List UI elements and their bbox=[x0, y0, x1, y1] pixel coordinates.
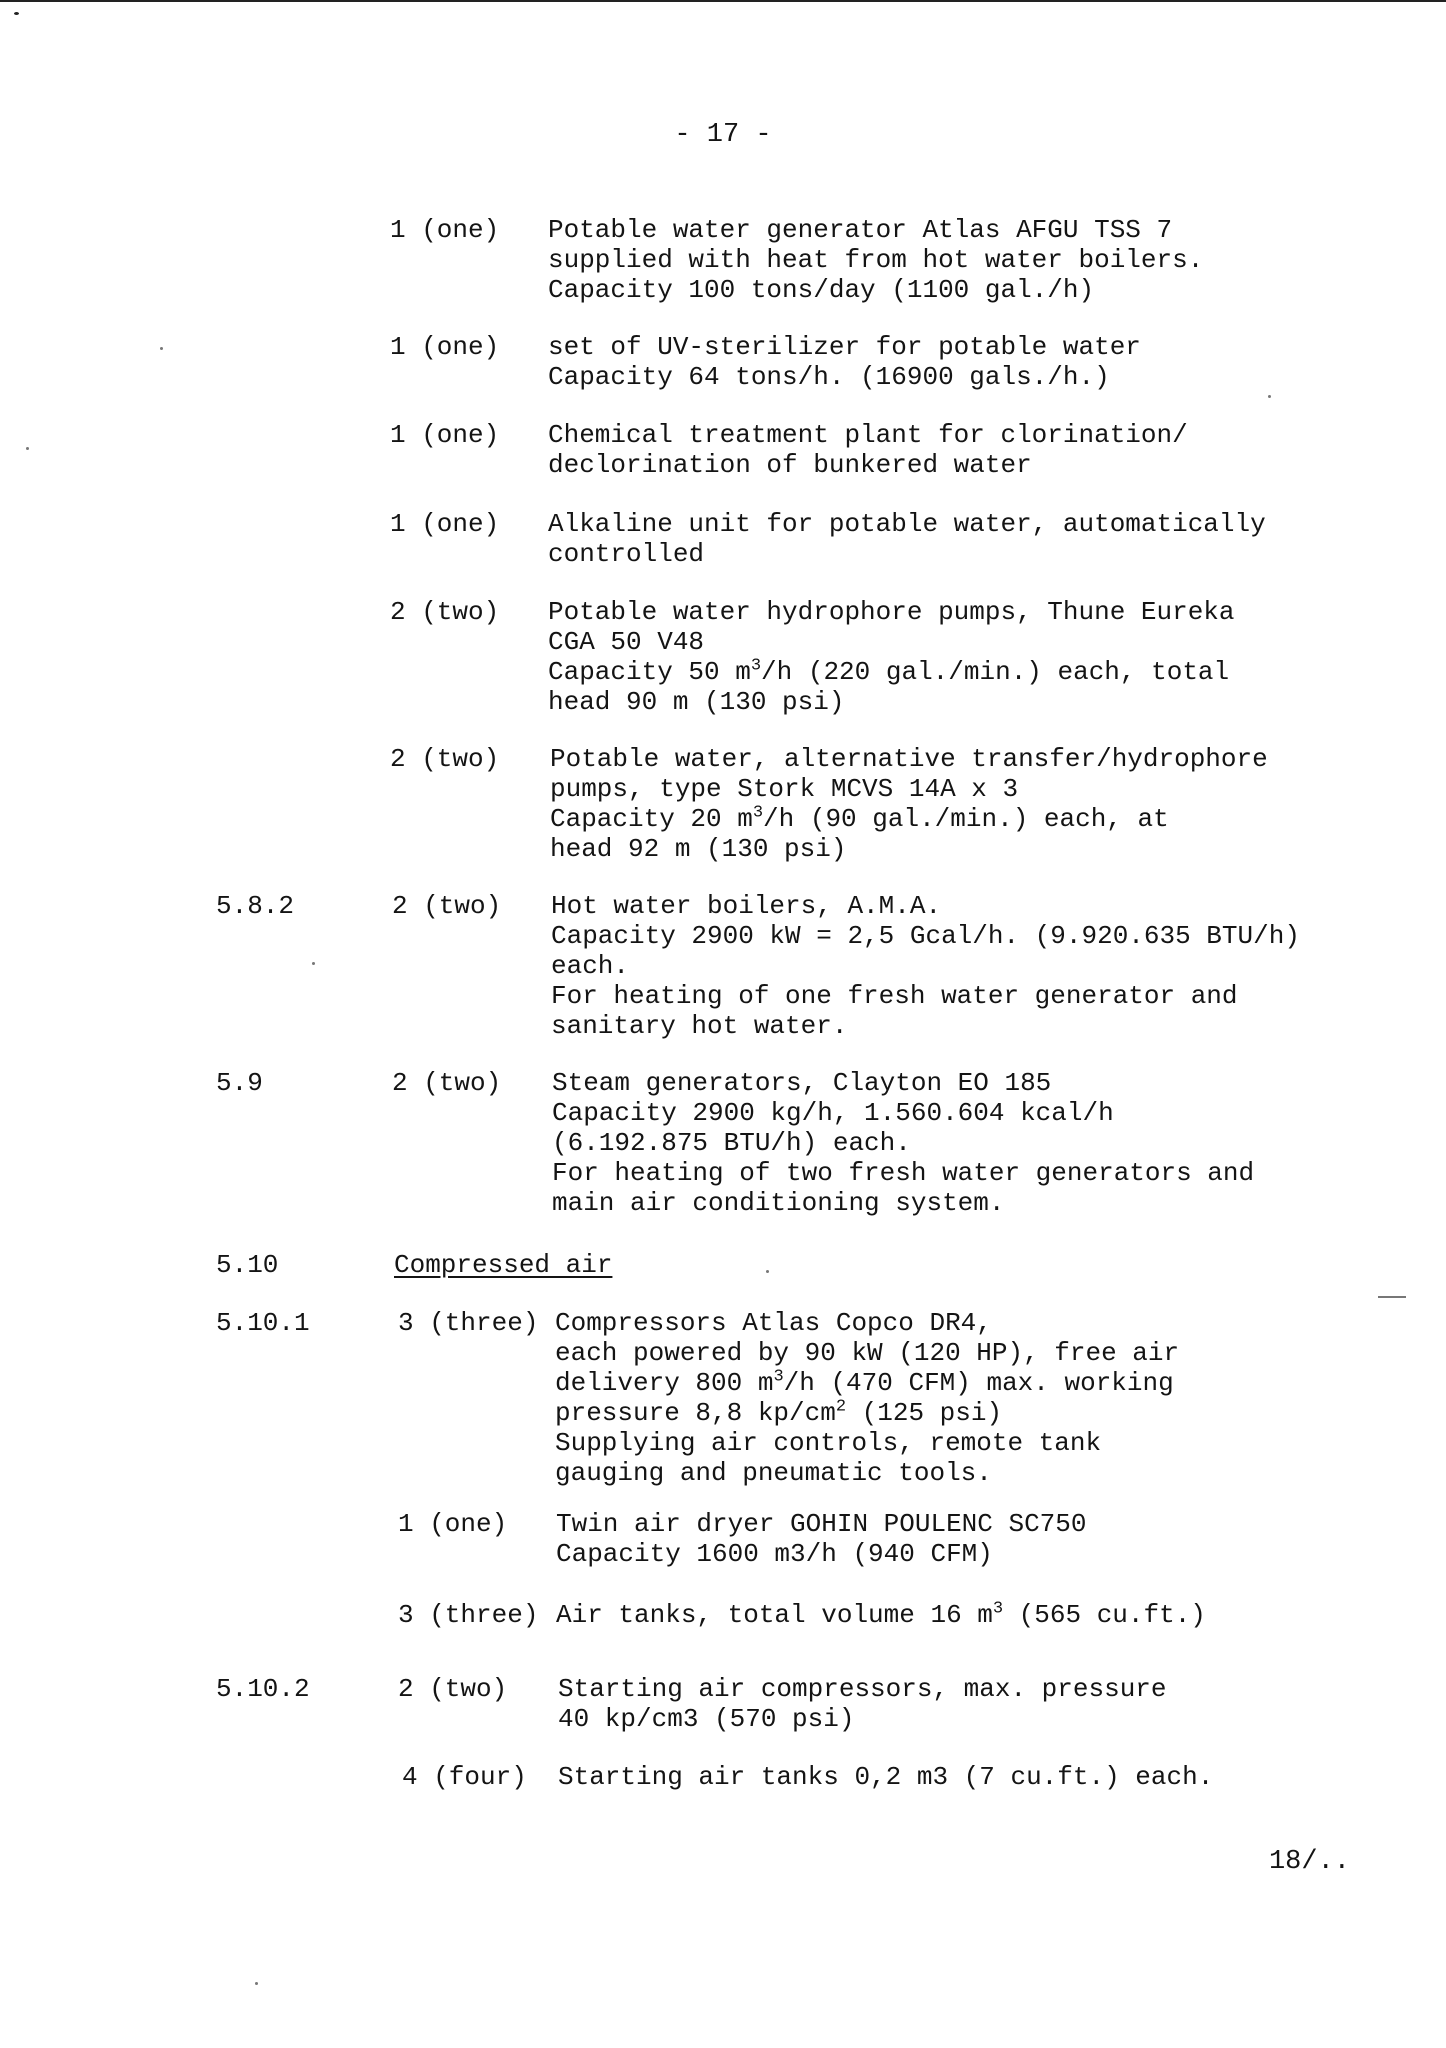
item-description bbox=[548, 509, 1266, 569]
description-line: Capacity 2900 kg/h, 1.560.604 kcal/h bbox=[552, 1098, 1114, 1128]
continuation-marker: 18/.. bbox=[1268, 1847, 1350, 1877]
section-number: 5.10.2 bbox=[216, 1674, 310, 1704]
description-line: main air conditioning system. bbox=[552, 1188, 1005, 1218]
description-line: controlled bbox=[548, 539, 705, 569]
item-description bbox=[552, 1068, 1254, 1218]
description-line: Air tanks, total volume 16 $m^3$ (565 cu.ft.) bbox=[556, 1599, 1206, 1630]
description-line: Compressors Atlas Copco DR4, bbox=[555, 1308, 992, 1338]
description-line: each. bbox=[551, 951, 630, 981]
description-line: Starting air tanks 0,2 m3 (7 cu.ft.) each. bbox=[558, 1762, 1214, 1792]
page-number: - 17 - bbox=[674, 120, 772, 150]
description-line: head 92 m (130 psi) bbox=[550, 834, 847, 864]
description-line: Capacity 2900 kW = 2,5 Gcal/h. (9.920.635 BTU/h) bbox=[551, 921, 1300, 951]
scan-speck bbox=[1268, 395, 1271, 398]
section-number: 5.9 bbox=[216, 1068, 263, 1098]
description-line: CGA 50 V48 bbox=[548, 627, 705, 657]
section-number: 5.10 bbox=[216, 1250, 279, 1280]
description-line: (6.192.875 BTU/h) each. bbox=[552, 1128, 911, 1158]
item-quantity: 1 (one) bbox=[390, 215, 500, 245]
description-line: Capacity 64 tons/h. (16900 gals./h.) bbox=[548, 362, 1110, 392]
description-line: sanitary hot water. bbox=[551, 1011, 848, 1041]
description-line: Alkaline unit for potable water, automatically bbox=[548, 509, 1266, 539]
item-description bbox=[551, 891, 1300, 1041]
item-description bbox=[550, 744, 1268, 864]
item-quantity: 1 (one) bbox=[398, 1509, 508, 1539]
description-line: Chemical treatment plant for clorination/ bbox=[548, 420, 1188, 450]
item-description bbox=[556, 1600, 1206, 1630]
description-line: each powered by 90 kW (120 HP), free air bbox=[555, 1338, 1180, 1368]
description-line: head 90 m (130 psi) bbox=[548, 687, 845, 717]
description-line: For heating of two fresh water generators and bbox=[552, 1158, 1255, 1188]
description-line: Supplying air controls, remote tank bbox=[555, 1428, 1102, 1458]
item-quantity: 1 (one) bbox=[390, 332, 500, 362]
description-line: Starting air compressors, max. pressure bbox=[558, 1674, 1167, 1704]
item-quantity: 4 (four) bbox=[402, 1762, 527, 1792]
item-description bbox=[548, 420, 1188, 480]
description-line: Capacity 50 $m^3/h$ (220 gal./min.) each, total bbox=[548, 656, 1230, 687]
description-line: delivery 800 $m^3/h$ (470 CFM) max. working bbox=[555, 1367, 1174, 1398]
item-description bbox=[555, 1308, 1179, 1488]
scan-speck bbox=[160, 347, 163, 350]
description-line: Hot water boilers, A.M.A. bbox=[551, 891, 942, 921]
item-quantity: 3 (three) bbox=[398, 1600, 539, 1630]
scan-speck bbox=[766, 1270, 769, 1273]
description-line: set of UV-sterilizer for potable water bbox=[548, 332, 1141, 362]
item-quantity: 2 (two) bbox=[390, 597, 500, 627]
item-description bbox=[558, 1674, 1167, 1734]
section-number: 5.8.2 bbox=[216, 891, 295, 921]
item-quantity: 2 (two) bbox=[398, 1674, 508, 1704]
section-number: 5.10.1 bbox=[216, 1308, 310, 1338]
description-line: Capacity 1600 m3/h (940 CFM) bbox=[556, 1539, 993, 1569]
scan-speck bbox=[312, 962, 315, 965]
item-quantity: 1 (one) bbox=[390, 420, 500, 450]
description-line: Potable water hydrophore pumps, Thune Eureka bbox=[548, 597, 1235, 627]
scan-speck bbox=[26, 447, 29, 450]
description-line: supplied with heat from hot water boilers. bbox=[548, 245, 1204, 275]
description-line: Capacity 100 tons/day (1100 gal./h) bbox=[548, 275, 1095, 305]
item-description bbox=[556, 1509, 1087, 1569]
scan-speck bbox=[255, 1982, 258, 1985]
scan-speck bbox=[14, 12, 19, 15]
item-quantity: 2 (two) bbox=[392, 891, 502, 921]
item-quantity: 1 (one) bbox=[390, 509, 500, 539]
description-line: Twin air dryer GOHIN POULENC SC750 bbox=[556, 1509, 1087, 1539]
description-line: 40 kp/cm3 (570 psi) bbox=[558, 1704, 855, 1734]
description-line: gauging and pneumatic tools. bbox=[555, 1458, 992, 1488]
description-line: pumps, type Stork MCVS 14A x 3 bbox=[550, 774, 1019, 804]
description-line: Potable water, alternative transfer/hydrophore bbox=[550, 744, 1268, 774]
item-quantity: 2 (two) bbox=[390, 744, 500, 774]
item-quantity: 3 (three) bbox=[398, 1308, 539, 1338]
description-line: pressure 8,8 $kp/cm^2$ (125 psi) bbox=[555, 1397, 1003, 1428]
item-description bbox=[548, 215, 1203, 305]
scan-speck bbox=[1378, 1296, 1406, 1298]
description-line: declorination of bunkered water bbox=[548, 450, 1032, 480]
item-description bbox=[558, 1762, 1213, 1792]
item-description bbox=[548, 597, 1235, 717]
description-line: Potable water generator Atlas AFGU TSS 7 bbox=[548, 215, 1173, 245]
description-line: Capacity 20 $m^3/h$ (90 gal./min.) each, at bbox=[550, 803, 1169, 834]
item-quantity: 2 (two) bbox=[392, 1068, 502, 1098]
description-line: Steam generators, Clayton EO 185 bbox=[552, 1068, 1052, 1098]
item-description bbox=[548, 332, 1141, 392]
description-line: For heating of one fresh water generator and bbox=[551, 981, 1238, 1011]
section-heading: Compressed air bbox=[394, 1250, 613, 1280]
